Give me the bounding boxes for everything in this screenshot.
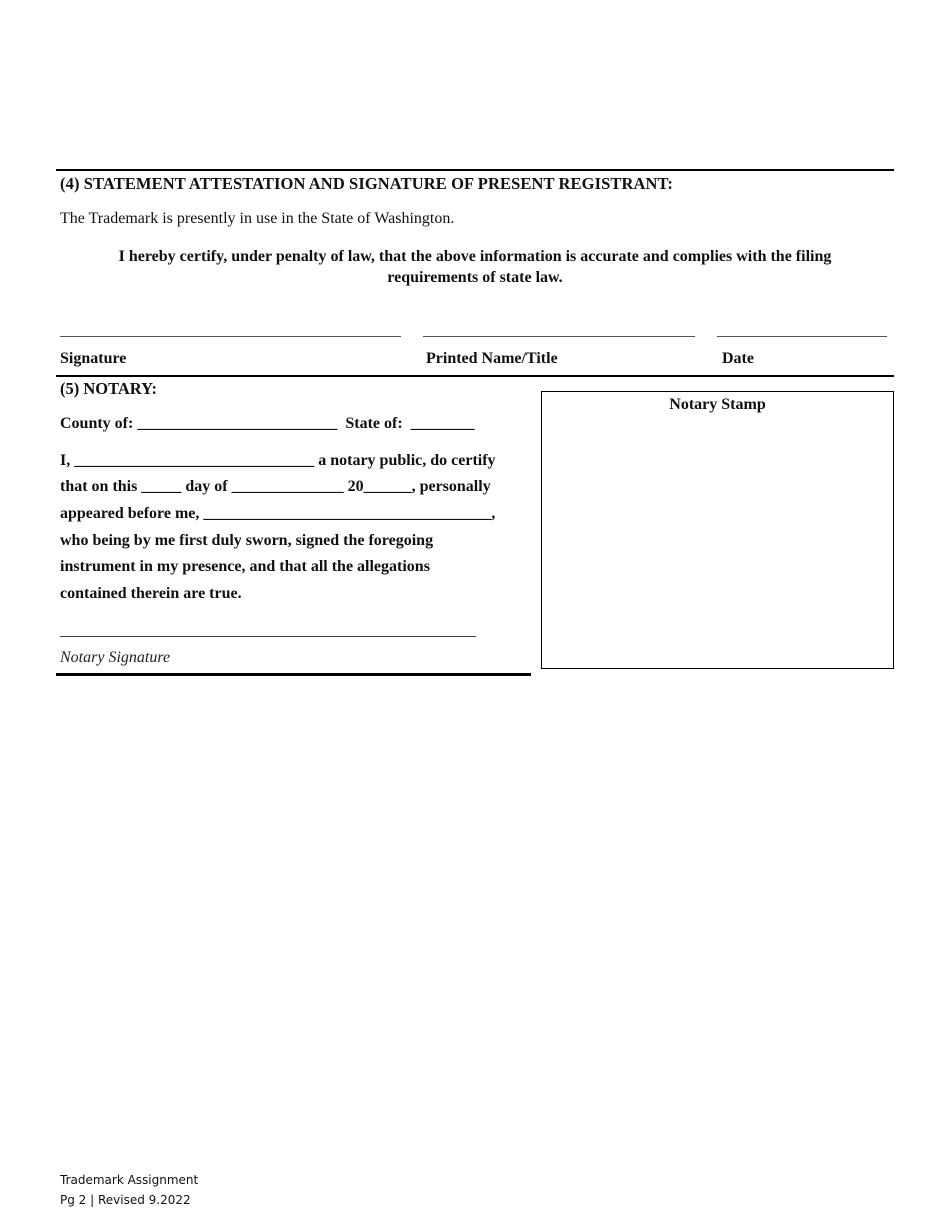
notary-paragraph-line-4: who being by me first duly sworn, signed the foregoing xyxy=(60,532,434,549)
printed-name-label: Printed Name/Title xyxy=(426,350,558,367)
usage-statement: The Trademark is presently in use in the State of Washington. xyxy=(60,210,455,227)
section5-top-rule xyxy=(56,375,894,377)
certification-statement xyxy=(60,246,890,288)
notary-paragraph-line-3[interactable]: appeared before me, ____________________________________, xyxy=(60,505,496,522)
notary-stamp-label: Notary Stamp xyxy=(669,396,766,413)
footer-page-info: Pg 2 | Revised 9.2022 xyxy=(60,1193,191,1207)
section4-top-rule xyxy=(56,169,894,171)
section4-title: (4) STATEMENT ATTESTATION AND SIGNATURE OF PRESENT REGISTRANT: xyxy=(60,174,674,193)
notary-paragraph-line-5: instrument in my presence, and that all the allegations xyxy=(60,558,430,575)
section5-title: (5) NOTARY: xyxy=(60,379,158,398)
signature-label: Signature xyxy=(60,350,127,367)
notary-paragraph-line-1[interactable]: I, ______________________________ a notary public, do certify xyxy=(60,452,496,469)
notary-signature-label: Notary Signature xyxy=(60,649,171,666)
date-label: Date xyxy=(722,350,754,367)
printed-name-field[interactable] xyxy=(423,336,695,337)
notary-signature-field[interactable]: ____________________________________________________ xyxy=(60,622,476,639)
notary-paragraph-line-2[interactable]: that on this _____ day of ______________ 20______, personally xyxy=(60,478,491,495)
county-state-line[interactable]: County of: _________________________ State of: ________ xyxy=(60,415,475,432)
footer-form-name: Trademark Assignment xyxy=(60,1173,199,1187)
notary-stamp-box xyxy=(541,391,894,669)
notary-paragraph-line-6: contained therein are true. xyxy=(60,585,242,602)
date-field[interactable] xyxy=(717,336,887,337)
certification-line-1: I hereby certify, under penalty of law, that the above information is accurate and complies with the filing xyxy=(118,248,832,265)
signature-field[interactable] xyxy=(60,336,401,337)
section5-bottom-rule xyxy=(56,673,531,676)
certification-line-2: requirements of state law. xyxy=(387,269,563,286)
